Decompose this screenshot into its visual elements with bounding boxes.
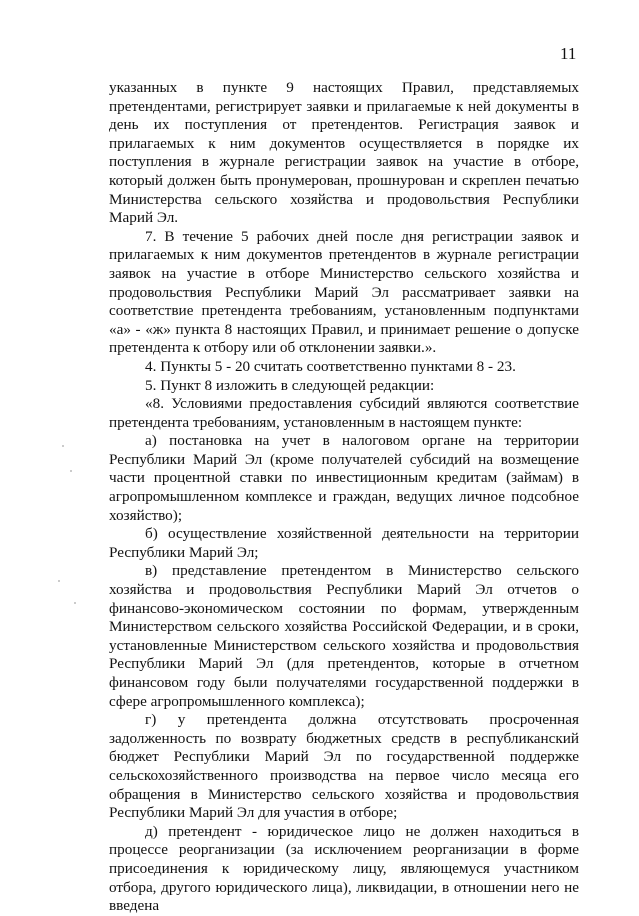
paragraph-registration: указанных в пункте 9 настоящих Правил, представляемых претендентами, регистрирует заявки и прилагаемые к ней документы в день их поступления от претендентов. Регистрация заявок и прилагаемых к ним документов осуществляется в порядке их поступления в журнале регистрации заявок на участие в отборе, который должен быть пронумерован, прошнурован и скреплен печатью Министерства сельского хозяйства и продовольствия Республики Марий Эл. xyxy=(109,79,579,227)
scan-speck xyxy=(62,445,64,447)
paragraph-item-5: 5. Пункт 8 изложить в следующей редакции: xyxy=(145,376,435,394)
subparagraph-b: б) осуществление хозяйственной деятельности на территории Республики Марий Эл; xyxy=(109,525,579,561)
scan-speck xyxy=(58,580,60,582)
subparagraph-a: а) постановка на учет в налоговом органе на территории Республики Марий Эл (кроме получателей субсидий на возмещение части процентной ставки по инвестиционным кредитам (займам) в агропромышленном комплексе и граждан, ведущих личное подсобное хозяйство); xyxy=(109,432,579,524)
page-number: 11 xyxy=(560,44,577,63)
paragraph-8-intro: «8. Условиями предоставления субсидий являются соответствие претендента требованиям, установленным в настоящем пункте: xyxy=(109,395,579,431)
subparagraph-g: г) у претендента должна отсутствовать просроченная задолженность по возврату бюджетных средств в республиканский бюджет Республики Марий Эл по государственной поддержке сельскохозяйственного производства на первое число месяца его обращения в Министерство сельского хозяйства и продовольствия Республики Марий Эл для участия в отборе; xyxy=(109,711,579,822)
scan-speck xyxy=(70,470,72,472)
subparagraph-d: д) претендент - юридическое лицо не должен находиться в процессе реорганизации (за исключением реорганизации в форме присоединения к юридическому лицу, являющемуся участником отбора, другого юридического лица), ликвидации, в отношении него не введена xyxy=(109,822,579,915)
document-body xyxy=(109,79,579,916)
subparagraph-v: в) представление претендентом в Министерство сельского хозяйства и продовольствия Республики Марий Эл отчетов о финансово-экономическом состоянии по формам, утвержденным Министерством сельского хозяйства Российской Федерации, и в сроки, установленные Министерством сельского хозяйства и продовольствия Республики Марий Эл (для претендентов, которые в отчетном финансовом году были получателями государственной поддержки в сфере агропромышленного комплекса); xyxy=(109,562,579,710)
scan-speck xyxy=(74,602,76,604)
paragraph-7: 7. В течение 5 рабочих дней после дня регистрации заявок и прилагаемых к ним документов претендентов в журнале регистрации заявок на участие в отборе Министерство сельского хозяйства и продовольствия Республики Марий Эл рассматривает заявки на соответствие претендента требованиям, установленным подпунктами «а» - «ж» пункта 8 настоящих Правил, и принимает решение о допуске претендента к отбору или об отклонении заявки.». xyxy=(109,227,579,357)
paragraph-item-4: 4. Пункты 5 - 20 считать соответственно пунктами 8 - 23. xyxy=(145,357,516,375)
